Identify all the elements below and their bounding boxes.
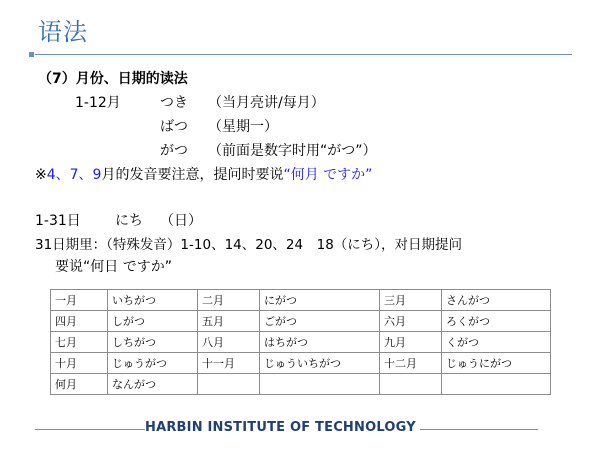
table-cell: じゅういちがつ: [260, 353, 380, 374]
table-cell: さんがつ: [442, 290, 551, 311]
notice-text: 月的发音要注意，提问时要说: [101, 167, 284, 183]
row-1-note: （当月亮讲/每月）: [208, 95, 325, 111]
slide-title: 语法: [38, 18, 88, 46]
table-cell: 三月: [380, 290, 442, 311]
row-1-kana: つき: [160, 95, 188, 111]
table-row: [51, 374, 551, 395]
table-row: [51, 332, 551, 353]
title-rule: [35, 54, 572, 55]
table-cell: [260, 374, 380, 395]
table-cell: 十一月: [198, 353, 260, 374]
table-cell: [198, 374, 260, 395]
table-cell: 五月: [198, 311, 260, 332]
title-rule-marker: [29, 52, 34, 57]
day-range: 1-31日: [35, 213, 81, 229]
table-cell: ごがつ: [260, 311, 380, 332]
table-cell: しちがつ: [108, 332, 198, 353]
footer-rule-left: [35, 429, 145, 430]
table-cell: 九月: [380, 332, 442, 353]
table-cell: なんがつ: [108, 374, 198, 395]
table-cell: 何月: [51, 374, 108, 395]
day-note: （日）: [160, 213, 202, 229]
table-row: [51, 290, 551, 311]
notice-phrase: “何月 ですか”: [283, 167, 373, 183]
table-cell: 四月: [51, 311, 108, 332]
special-days-line: 31日期里：（特殊发音）1-10、14、20、24 18（にち），对日期提问: [35, 237, 463, 253]
special-days-line-2: 要说“何日 ですか”: [55, 259, 172, 275]
notice-line: [35, 166, 372, 184]
footer-rule-right: [420, 429, 538, 430]
table-cell: 六月: [380, 311, 442, 332]
table-cell: 七月: [51, 332, 108, 353]
table-cell: 一月: [51, 290, 108, 311]
section-heading: （7）月份、日期的读法: [38, 71, 188, 87]
table-cell: くがつ: [442, 332, 551, 353]
row-2-note: （星期一）: [208, 119, 278, 135]
table-cell: 十月: [51, 353, 108, 374]
month-reading-table: [50, 289, 551, 395]
row-1-left: 1-12月: [75, 95, 121, 111]
table-cell: はちがつ: [260, 332, 380, 353]
footer-institution: HARBIN INSTITUTE OF TECHNOLOGY: [145, 420, 416, 435]
table-row: [51, 311, 551, 332]
row-3-kana: がつ: [160, 143, 188, 159]
table-cell: ろくがつ: [442, 311, 551, 332]
notice-months: 4、7、9: [46, 167, 102, 183]
table-cell: じゅうにがつ: [442, 353, 551, 374]
table-cell: にがつ: [260, 290, 380, 311]
table-cell: いちがつ: [108, 290, 198, 311]
row-3-note: （前面是数字时用“がつ”）: [208, 143, 377, 159]
table-cell: 八月: [198, 332, 260, 353]
table-cell: [442, 374, 551, 395]
table-cell: 二月: [198, 290, 260, 311]
table-row: [51, 353, 551, 374]
table-cell: 十二月: [380, 353, 442, 374]
notice-mark: ※: [35, 167, 47, 183]
table-cell: じゅうがつ: [108, 353, 198, 374]
table-cell: しがつ: [108, 311, 198, 332]
row-2-kana: ばつ: [160, 119, 188, 135]
day-kana: にち: [115, 213, 143, 229]
table-cell: [380, 374, 442, 395]
